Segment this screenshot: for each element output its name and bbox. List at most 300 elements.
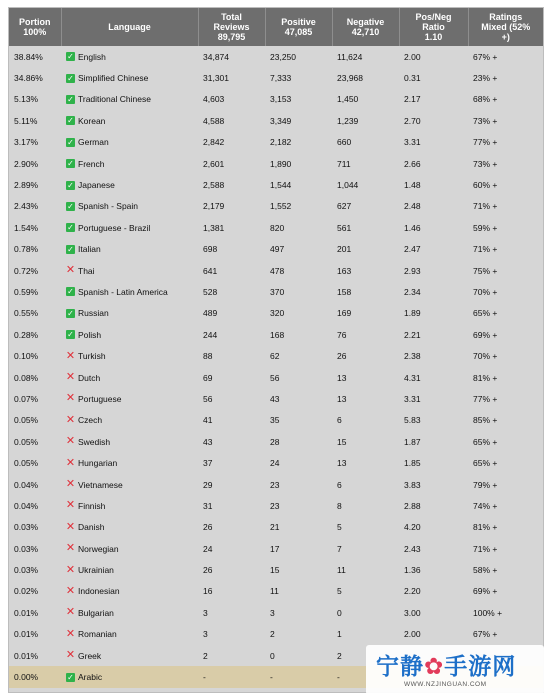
check-icon: ✓: [67, 201, 74, 211]
ratio-cell: 1.36: [404, 565, 421, 576]
table-body: [9, 46, 543, 688]
portion-cell: 34.86%: [14, 73, 43, 84]
table-row: [9, 581, 543, 602]
language-label: Korean: [78, 115, 106, 126]
portion-cell: 2.43%: [14, 201, 39, 212]
portion-cell: 0.00%: [9, 666, 61, 687]
language-label: Arabic: [78, 672, 103, 683]
negative-cell: 163: [337, 265, 352, 276]
table-header-row: [9, 8, 543, 46]
table-row: [9, 559, 543, 580]
portion-cell: 5.13%: [14, 94, 39, 105]
total-reviews-cell: 1,381: [203, 222, 225, 233]
rating-cell: 58% +: [473, 565, 498, 576]
positive-cell: 320: [270, 308, 285, 319]
check-icon: ✓: [67, 672, 74, 682]
negative-cell: 13: [337, 372, 347, 383]
header-positive[interactable]: Positive 47,085: [265, 8, 332, 46]
total-reviews-cell: 4,588: [203, 115, 225, 126]
table-row: [9, 303, 543, 324]
table-row: [9, 217, 543, 238]
portion-cell: 0.10%: [14, 351, 39, 362]
table-row: [9, 110, 543, 131]
rating-cell: 60% +: [473, 180, 498, 191]
check-icon: ✓: [67, 308, 74, 318]
positive-cell: 62: [270, 351, 280, 362]
ratio-cell: 1.89: [404, 308, 421, 319]
watermark-url: WWW.NZJINGUAN.COM: [404, 681, 487, 688]
ratio-cell: 4.31: [404, 372, 421, 383]
header-pos-neg-ratio[interactable]: Pos/Neg Ratio 1.10: [399, 8, 468, 46]
portion-cell: 0.02%: [14, 586, 39, 597]
language-label: Finnish: [78, 500, 106, 511]
table-row: [9, 132, 543, 153]
table-row: [9, 388, 543, 409]
language-cell: [61, 239, 198, 260]
total-reviews-cell: 698: [203, 244, 218, 255]
language-cell: [61, 538, 198, 559]
language-label: Spanish - Spain: [78, 201, 139, 212]
positive-cell: 0: [270, 650, 275, 661]
language-label: Thai: [78, 265, 95, 276]
portion-cell: 0.03%: [14, 522, 39, 533]
negative-cell: 627: [337, 201, 352, 212]
header-total-reviews[interactable]: Total Reviews 89,795: [198, 8, 265, 46]
total-reviews-cell: 56: [203, 393, 213, 404]
table-row: [9, 367, 543, 388]
portion-cell: 0.55%: [14, 308, 39, 319]
negative-cell: 6: [337, 479, 342, 490]
language-cell: [61, 367, 198, 388]
cross-icon: ✕: [65, 456, 76, 469]
language-cell: [61, 217, 198, 238]
flower-icon: ✿: [424, 654, 445, 680]
positive-cell: 43: [270, 393, 280, 404]
rating-cell: 79% +: [473, 479, 498, 490]
rating-cell: 69% +: [473, 586, 498, 597]
total-reviews-cell: 41: [203, 415, 213, 426]
ratio-cell: 5.83: [404, 415, 421, 426]
check-icon: ✓: [67, 244, 74, 254]
rating-cell: 71% +: [473, 201, 498, 212]
ratio-cell: 3.31: [404, 137, 421, 148]
language-cell: [61, 345, 198, 366]
ratio-cell: 2.66: [404, 158, 421, 169]
rating-cell: 70% +: [473, 286, 498, 297]
rating-cell: 67% +: [473, 51, 498, 62]
portion-cell: 2.89%: [14, 180, 39, 191]
language-label: Russian: [78, 308, 109, 319]
total-reviews-cell: 2,601: [203, 158, 225, 169]
language-cell: [61, 324, 198, 345]
ratio-cell: 2.17: [404, 94, 421, 105]
positive-cell: 17: [270, 543, 280, 554]
header-portion[interactable]: Portion 100%: [9, 8, 61, 46]
language-cell: [61, 495, 198, 516]
portion-cell: 0.01%: [14, 629, 39, 640]
ratio-cell: 2.47: [404, 244, 421, 255]
check-icon: ✓: [67, 287, 74, 297]
cross-icon: ✕: [65, 392, 76, 405]
ratio-cell: 2.93: [404, 265, 421, 276]
language-label: Ukrainian: [78, 565, 114, 576]
rating-cell: 65% +: [473, 458, 498, 469]
portion-cell: 0.08%: [14, 372, 39, 383]
language-cell: [61, 624, 198, 645]
total-reviews-cell: 37: [203, 458, 213, 469]
positive-cell: 2: [270, 629, 275, 640]
language-cell: [61, 388, 198, 409]
negative-cell: 76: [337, 329, 347, 340]
language-cell: [61, 260, 198, 281]
ratio-cell: 2.20: [404, 586, 421, 597]
negative-cell: 13: [337, 393, 347, 404]
watermark-logo: [366, 645, 544, 695]
positive-cell: 370: [270, 286, 285, 297]
portion-cell: 3.17%: [14, 137, 39, 148]
language-review-table: [9, 8, 543, 688]
total-reviews-cell: 2,179: [203, 201, 225, 212]
negative-cell: 201: [337, 244, 352, 255]
negative-cell: 13: [337, 458, 347, 469]
total-reviews-cell: 4,603: [203, 94, 225, 105]
total-reviews-cell: 29: [203, 479, 213, 490]
check-icon: ✓: [67, 137, 74, 147]
rating-cell: 68% +: [473, 94, 498, 105]
total-reviews-cell: 2,842: [203, 137, 225, 148]
language-label: English: [78, 51, 106, 62]
cross-icon: ✕: [65, 542, 76, 555]
table-row: [9, 517, 543, 538]
cross-icon: ✕: [65, 435, 76, 448]
language-cell: [61, 303, 198, 324]
positive-cell: 11: [270, 586, 279, 597]
check-icon: ✓: [67, 73, 74, 83]
language-cell: [61, 153, 198, 174]
language-label: Portuguese: [78, 393, 122, 404]
total-reviews-cell: -: [198, 666, 265, 687]
portion-cell: 0.07%: [14, 393, 39, 404]
total-reviews-cell: 69: [203, 372, 213, 383]
total-reviews-cell: 26: [203, 522, 213, 533]
table-row: [9, 260, 543, 281]
ratio-cell: 3.83: [404, 479, 421, 490]
total-reviews-cell: 16: [203, 586, 213, 597]
rating-cell: 77% +: [473, 393, 498, 404]
header-ratings[interactable]: Ratings Mixed (52% +): [468, 8, 543, 46]
language-cell: [61, 196, 198, 217]
ratio-cell: 2.48: [404, 201, 421, 212]
language-label: Indonesian: [78, 586, 120, 597]
positive-cell: 3,349: [270, 115, 292, 126]
table-row: [9, 345, 543, 366]
table-row: [9, 46, 543, 67]
positive-cell: 497: [270, 244, 285, 255]
rating-cell: 59% +: [473, 222, 498, 233]
ratio-cell: 0.31: [404, 73, 421, 84]
rating-cell: 81% +: [473, 522, 498, 533]
negative-cell: 169: [337, 308, 352, 319]
total-reviews-cell: 88: [203, 351, 213, 362]
rating-cell: 75% +: [473, 265, 498, 276]
portion-cell: 0.01%: [14, 607, 39, 618]
negative-cell: 561: [337, 222, 352, 233]
portion-cell: 0.04%: [14, 500, 39, 511]
language-label: Swedish: [78, 436, 111, 447]
positive-cell: 56: [270, 372, 280, 383]
positive-cell: 1,552: [270, 201, 292, 212]
negative-cell: 1,450: [337, 94, 359, 105]
ratio-cell: 1.87: [404, 436, 421, 447]
ratio-cell: 1.46: [404, 222, 421, 233]
language-label: German: [78, 137, 109, 148]
ratio-cell: 2.43: [404, 543, 421, 554]
language-label: Traditional Chinese: [78, 94, 151, 105]
language-cell: [61, 431, 198, 452]
total-reviews-cell: 2: [203, 650, 208, 661]
language-label: Romanian: [78, 629, 117, 640]
total-reviews-cell: 34,874: [203, 51, 229, 62]
negative-cell: 158: [337, 286, 352, 297]
check-icon: ✓: [67, 180, 74, 190]
language-cell: [61, 559, 198, 580]
total-reviews-cell: 43: [203, 436, 213, 447]
check-icon: ✓: [67, 223, 74, 233]
language-label: Japanese: [78, 180, 115, 191]
table-row: [9, 174, 543, 195]
cross-icon: ✕: [65, 264, 76, 277]
cross-icon: ✕: [65, 413, 76, 426]
table-row: [9, 624, 543, 645]
positive-cell: -: [265, 666, 332, 687]
language-cell: [61, 89, 198, 110]
language-cell: [61, 410, 198, 431]
cross-icon: ✕: [65, 627, 76, 640]
portion-cell: 1.54%: [14, 222, 39, 233]
language-cell: [61, 517, 198, 538]
negative-cell: 0: [337, 607, 342, 618]
check-icon: ✓: [67, 94, 74, 104]
portion-cell: 0.78%: [14, 244, 39, 255]
portion-cell: 0.03%: [14, 543, 39, 554]
portion-cell: 0.04%: [14, 479, 39, 490]
ratio-cell: 2.00: [404, 629, 421, 640]
negative-cell: 11,624: [337, 51, 363, 62]
rating-cell: 73% +: [473, 115, 498, 126]
check-icon: ✓: [67, 116, 74, 126]
negative-cell: 1: [337, 629, 342, 640]
total-reviews-cell: 2,588: [203, 180, 225, 191]
positive-cell: 1,890: [270, 158, 292, 169]
language-label: Dutch: [78, 372, 101, 383]
table-row: [9, 538, 543, 559]
table-row: [9, 431, 543, 452]
language-cell: [61, 645, 198, 666]
language-label: Vietnamese: [78, 479, 123, 490]
positive-cell: 35: [270, 415, 280, 426]
portion-cell: 0.59%: [14, 286, 39, 297]
negative-cell: 11: [337, 565, 346, 576]
table-row: [9, 452, 543, 473]
ratio-cell: 3.31: [404, 393, 421, 404]
portion-cell: 38.84%: [14, 51, 43, 62]
positive-cell: 1,544: [270, 180, 292, 191]
negative-cell: 1,239: [337, 115, 359, 126]
total-reviews-cell: 31: [203, 500, 213, 511]
total-reviews-cell: 528: [203, 286, 218, 297]
table-row: [9, 495, 543, 516]
negative-cell: 711: [337, 158, 351, 169]
table-row: [9, 410, 543, 431]
ratio-cell: 1.85: [404, 458, 421, 469]
positive-cell: 23: [270, 479, 280, 490]
language-cell: [61, 602, 198, 623]
positive-cell: 820: [270, 222, 285, 233]
cross-icon: ✕: [65, 584, 76, 597]
cross-icon: ✕: [65, 563, 76, 576]
portion-cell: 0.72%: [14, 265, 39, 276]
language-label: Hungarian: [78, 458, 118, 469]
ratio-cell: 2.21: [404, 329, 421, 340]
positive-cell: 478: [270, 265, 285, 276]
table-row: [9, 89, 543, 110]
table-row: [9, 281, 543, 302]
language-label: Spanish - Latin America: [78, 286, 168, 297]
cross-icon: ✕: [65, 349, 76, 362]
positive-cell: 168: [270, 329, 285, 340]
rating-cell: 73% +: [473, 158, 498, 169]
language-cell: [61, 666, 198, 687]
portion-cell: 5.11%: [14, 115, 38, 126]
rating-cell: 100% +: [473, 607, 503, 618]
rating-cell: 74% +: [473, 500, 498, 511]
total-reviews-cell: 489: [203, 308, 218, 319]
portion-cell: 0.01%: [14, 650, 39, 661]
total-reviews-cell: 641: [203, 265, 218, 276]
language-label: Czech: [78, 415, 103, 426]
portion-cell: 0.05%: [14, 436, 39, 447]
cross-icon: ✕: [65, 520, 76, 533]
language-cell: [61, 46, 198, 67]
negative-cell: 15: [337, 436, 347, 447]
ratio-cell: 2.38: [404, 351, 421, 362]
total-reviews-cell: 3: [203, 607, 208, 618]
negative-cell: 7: [337, 543, 342, 554]
negative-cell: 5: [337, 586, 342, 597]
cross-icon: ✕: [65, 499, 76, 512]
language-label: French: [78, 158, 105, 169]
positive-cell: 24: [270, 458, 280, 469]
language-cell: [61, 281, 198, 302]
header-negative[interactable]: Negative 42,710: [332, 8, 399, 46]
total-reviews-cell: 244: [203, 329, 218, 340]
ratio-cell: 2.00: [404, 51, 421, 62]
language-label: Italian: [78, 244, 101, 255]
rating-cell: 65% +: [473, 436, 498, 447]
rating-cell: 67% +: [473, 629, 498, 640]
rating-cell: 65% +: [473, 308, 498, 319]
language-label: Turkish: [78, 351, 106, 362]
positive-cell: 23: [270, 500, 280, 511]
language-cell: [61, 110, 198, 131]
rating-cell: 70% +: [473, 351, 498, 362]
rating-cell: 81% +: [473, 372, 498, 383]
positive-cell: 2,182: [270, 137, 292, 148]
portion-cell: 0.05%: [14, 458, 39, 469]
language-cell: [61, 174, 198, 195]
language-label: Norwegian: [78, 543, 119, 554]
language-review-table-panel: [8, 7, 544, 693]
portion-cell: 0.03%: [14, 565, 39, 576]
table-row: [9, 239, 543, 260]
table-row: [9, 324, 543, 345]
positive-cell: 7,333: [270, 73, 292, 84]
rating-cell: 23% +: [473, 73, 498, 84]
ratio-cell: 4.20: [404, 522, 421, 533]
rating-cell: 69% +: [473, 329, 498, 340]
language-cell: [61, 452, 198, 473]
negative-cell: -: [332, 666, 399, 687]
check-icon: ✓: [67, 330, 74, 340]
language-label: Portuguese - Brazil: [78, 222, 151, 233]
negative-cell: 8: [337, 500, 342, 511]
ratio-cell: 2.88: [404, 500, 421, 511]
rating-cell: 71% +: [473, 543, 498, 554]
portion-cell: 0.28%: [14, 329, 39, 340]
header-language[interactable]: Language: [61, 8, 198, 46]
rating-cell: 71% +: [473, 244, 498, 255]
negative-cell: 1,044: [337, 180, 359, 191]
positive-cell: 21: [270, 522, 280, 533]
table-row: [9, 67, 543, 88]
cross-icon: ✕: [65, 606, 76, 619]
language-cell: [61, 474, 198, 495]
language-cell: [61, 132, 198, 153]
negative-cell: 2: [337, 650, 342, 661]
language-cell: [61, 67, 198, 88]
ratio-cell: 1.48: [404, 180, 421, 191]
language-label: Danish: [78, 522, 105, 533]
positive-cell: 23,250: [270, 51, 296, 62]
table-row: [9, 602, 543, 623]
ratio-cell: 3.00: [404, 607, 421, 618]
language-cell: [61, 581, 198, 602]
negative-cell: 6: [337, 415, 342, 426]
positive-cell: 28: [270, 436, 280, 447]
check-icon: ✓: [67, 159, 74, 169]
positive-cell: 3,153: [270, 94, 292, 105]
total-reviews-cell: 3: [203, 629, 208, 640]
cross-icon: ✕: [65, 649, 76, 662]
negative-cell: 5: [337, 522, 342, 533]
check-icon: ✓: [67, 52, 74, 62]
table-row: [9, 153, 543, 174]
ratio-cell: 2.70: [404, 115, 421, 126]
language-label: Bulgarian: [78, 607, 114, 618]
language-label: Greek: [78, 650, 102, 661]
language-label: Polish: [78, 329, 102, 340]
negative-cell: 23,968: [337, 73, 363, 84]
cross-icon: ✕: [65, 478, 76, 490]
positive-cell: 3: [270, 607, 275, 618]
total-reviews-cell: 24: [203, 543, 213, 554]
ratio-cell: 2.34: [404, 286, 421, 297]
positive-cell: 15: [270, 565, 280, 576]
negative-cell: 660: [337, 137, 352, 148]
cross-icon: ✕: [65, 371, 76, 384]
table-row: [9, 196, 543, 217]
portion-cell: 2.90%: [14, 158, 39, 169]
